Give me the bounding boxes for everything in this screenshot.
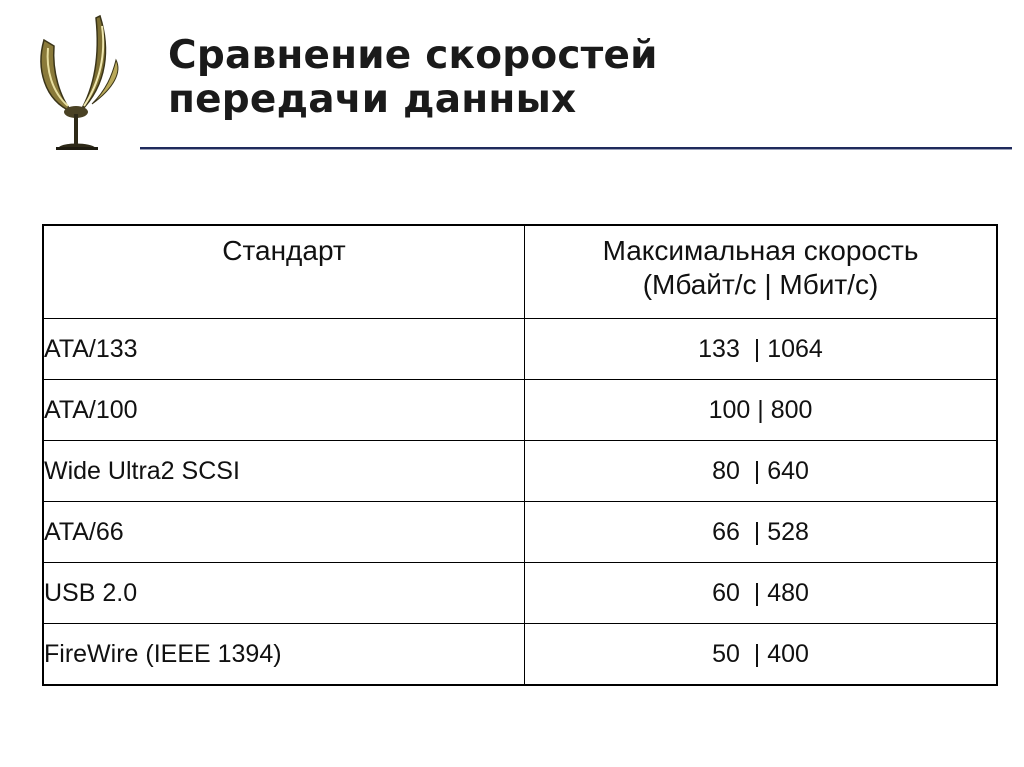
cell-standard: ATA/133 <box>43 319 525 380</box>
cell-standard: ATA/100 <box>43 380 525 441</box>
title-line-1: Сравнение скоростей <box>168 33 658 78</box>
cell-speed: 133 | 1064 <box>525 319 998 380</box>
goblet-icon <box>30 8 130 153</box>
cell-standard: Wide Ultra2 SCSI <box>43 441 525 502</box>
header-standard: Стандарт <box>43 225 525 319</box>
table-row <box>43 441 997 502</box>
title-line-2: передачи данных <box>168 77 577 122</box>
slide-title <box>168 34 658 122</box>
header-max-speed-line-1: Максимальная скорость <box>602 235 919 266</box>
table-header-row <box>43 225 997 319</box>
title-divider-shadow <box>140 149 1012 150</box>
speed-comparison-table <box>42 224 998 686</box>
table-row <box>43 319 997 380</box>
cell-speed: 66 | 528 <box>525 502 998 563</box>
cell-speed: 60 | 480 <box>525 563 998 624</box>
cell-standard: FireWire (IEEE 1394) <box>43 624 525 686</box>
table-row <box>43 502 997 563</box>
table-row <box>43 380 997 441</box>
table-row <box>43 624 997 686</box>
cell-speed: 50 | 400 <box>525 624 998 686</box>
cell-standard: ATA/66 <box>43 502 525 563</box>
header-max-speed <box>525 225 998 319</box>
cell-speed: 80 | 640 <box>525 441 998 502</box>
cell-speed: 100 | 800 <box>525 380 998 441</box>
header-max-speed-line-2: (Мбайт/с | Мбит/с) <box>642 269 879 300</box>
cell-standard: USB 2.0 <box>43 563 525 624</box>
table-row <box>43 563 997 624</box>
